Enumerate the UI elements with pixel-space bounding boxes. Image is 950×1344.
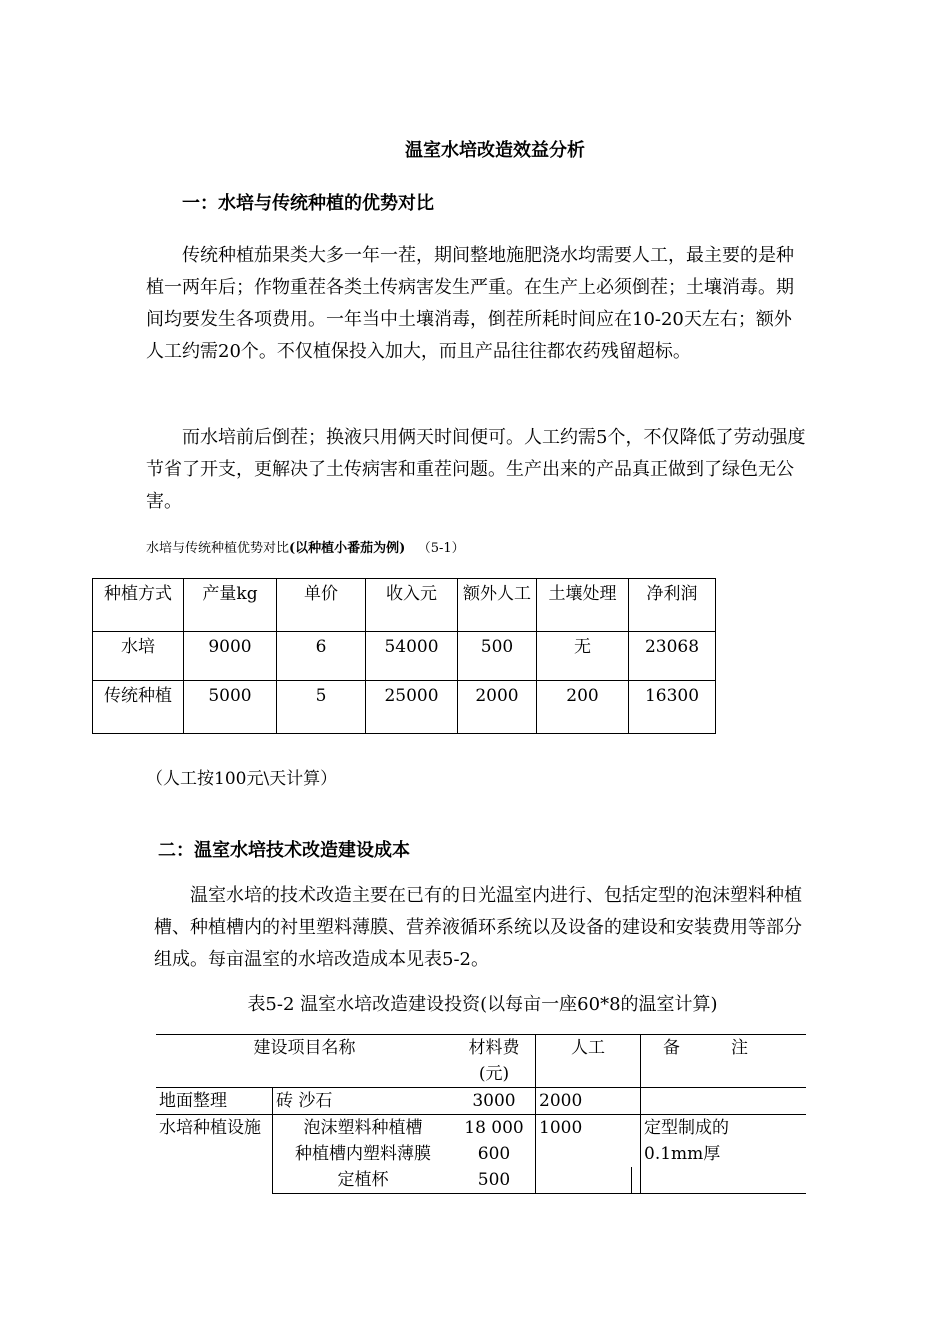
- ground-sub: 砖 沙石: [273, 1088, 454, 1115]
- table-cell: 传统种植: [93, 681, 184, 734]
- facility-item-name: 定植杯: [337, 1170, 389, 1190]
- header-material-line2: (元): [478, 1064, 510, 1084]
- table-cell: 无: [537, 632, 629, 681]
- facility-note: [641, 1115, 807, 1194]
- header-note: 备 注: [641, 1035, 807, 1088]
- investment-table: [156, 1034, 806, 1194]
- header-item-name: 建设项目名称: [156, 1035, 453, 1088]
- facility-labor: [536, 1115, 641, 1194]
- section1-heading: 一：水培与传统种植的优势对比: [182, 193, 434, 214]
- table1-caption-bold: (以种植小番茄为例): [289, 541, 406, 556]
- facility-note-line1: 定型制成的: [644, 1118, 729, 1138]
- header-cell: 单价: [277, 579, 366, 632]
- header-cell: 额外人工: [458, 579, 537, 632]
- header-material-line1: 材料费: [468, 1038, 520, 1058]
- ground-note: [641, 1088, 807, 1115]
- ground-material: 3000: [453, 1088, 536, 1115]
- header-cell: 土壤处理: [537, 579, 629, 632]
- table-row: [93, 632, 716, 681]
- facility-note-line2: 0.1mm厚: [644, 1144, 721, 1164]
- header-material: [453, 1035, 536, 1088]
- table-cell: 23068: [629, 632, 716, 681]
- header-cell: 种植方式: [93, 579, 184, 632]
- table-cell: 54000: [366, 632, 458, 681]
- facility-item-name: 泡沫塑料种植槽: [303, 1118, 423, 1138]
- labor-cost-note: （人工按100元\天计算）: [146, 769, 338, 789]
- facility-item-name: 种植槽内塑料薄膜: [295, 1144, 431, 1164]
- table-row: [156, 1088, 806, 1115]
- table2-caption: 表5-2 温室水培改造建设投资(以每亩一座60*8的温室计算): [247, 994, 718, 1015]
- ground-label: 地面整理: [156, 1088, 273, 1115]
- facility-item-material: 500: [477, 1170, 511, 1190]
- section2-heading: 二：温室水培技术改造建设成本: [158, 840, 410, 861]
- table1-caption: [146, 537, 465, 556]
- table-cell: 5: [277, 681, 366, 734]
- ground-labor: 2000: [536, 1088, 641, 1115]
- facility-labor-value: 1000: [539, 1118, 583, 1138]
- facility-item-material: 18 000: [464, 1118, 524, 1138]
- table-cell: 6: [277, 632, 366, 681]
- header-cell: 净利润: [629, 579, 716, 632]
- page-title: 温室水培改造效益分析: [405, 140, 585, 161]
- facility-items: [273, 1115, 454, 1194]
- table-cell: 25000: [366, 681, 458, 734]
- table-cell: 2000: [458, 681, 537, 734]
- section2-paragraph: 温室水培的技术改造主要在已有的日光温室内进行、包括定型的泡沫塑料种植槽、种植槽内的衬里塑料薄膜、营养液循环系统以及设备的建设和安装费用等部分组成。每亩温室的水培改造成本见表5-2。: [154, 885, 802, 970]
- table1-caption-prefix: 水培与传统种植优势对比: [146, 541, 290, 556]
- table-header-row: [156, 1035, 806, 1088]
- section1-paragraph-1: 传统种植茄果类大多一年一茬，期间整地施肥浇水均需要人工，最主要的是种植一两年后；作物重茬各类土传病害发生严重。在生产上必须倒茬；土壤消毒。期间均要发生各项费用。一年当中土壤消毒，倒茬所耗时间应在10-20天左右；额外人工约需20个。不仅植保投入加大，而且产品往往都农药残留超标。: [146, 245, 794, 362]
- table-row: [93, 681, 716, 734]
- header-labor: 人工: [536, 1035, 641, 1088]
- table-cell: 16300: [629, 681, 716, 734]
- facility-materials: [453, 1115, 536, 1194]
- table-row: [156, 1115, 806, 1194]
- table-header-row: [93, 579, 716, 632]
- table-cell: 9000: [184, 632, 277, 681]
- cell-divider: [631, 1167, 632, 1193]
- section1-paragraph-2: 而水培前后倒茬；换液只用俩天时间便可。人工约需5个，不仅降低了劳动强度节省了开支，更解决了土传病害和重茬问题。生产出来的产品真正做到了绿色无公害。: [146, 427, 806, 512]
- header-cell: 收入元: [366, 579, 458, 632]
- facility-item-material: 600: [477, 1144, 511, 1164]
- table1-caption-suffix: （5-1）: [417, 541, 465, 556]
- facility-label: 水培种植设施: [159, 1118, 261, 1138]
- header-cell: 产量kg: [184, 579, 277, 632]
- comparison-table: [92, 578, 716, 734]
- table-cell: 200: [537, 681, 629, 734]
- table-cell: 水培: [93, 632, 184, 681]
- table-cell: 5000: [184, 681, 277, 734]
- table-cell: 500: [458, 632, 537, 681]
